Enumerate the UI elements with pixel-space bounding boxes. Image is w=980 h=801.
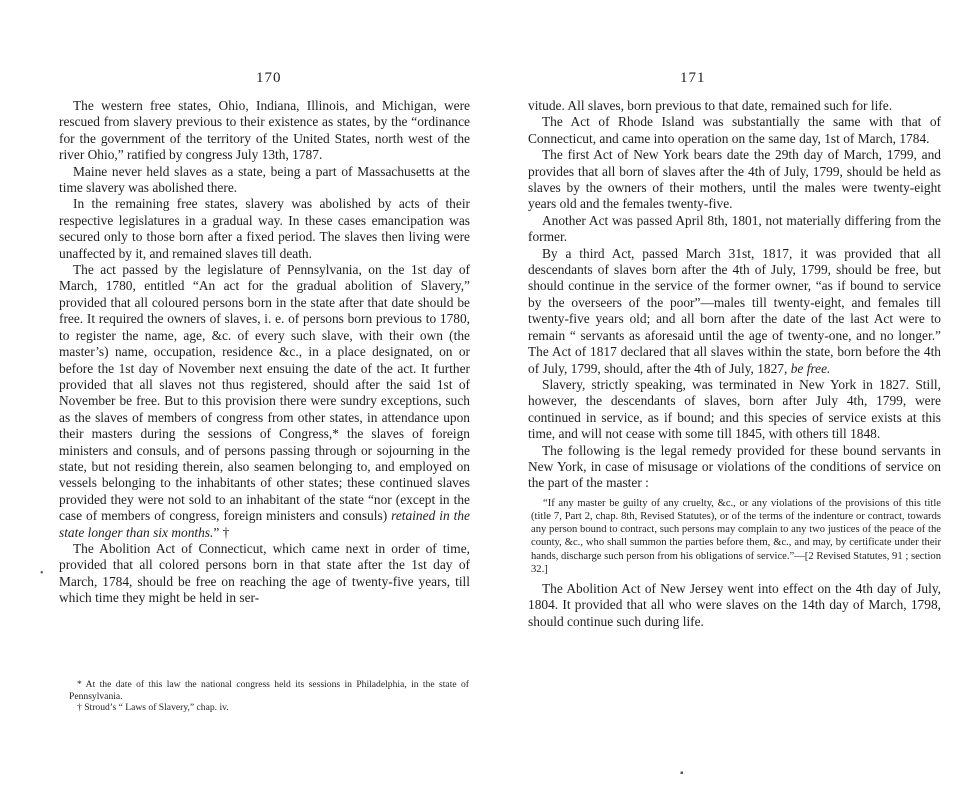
paragraph-another-act: Another Act was passed April 8th, 1801, not materially differing from the former. (528, 212, 941, 245)
pennsylvania-italic-text: retained in the state longer than six months. (59, 508, 470, 540)
paragraph-remaining-states: In the remaining free states, slavery was abolished by acts of their respective legislatures in a gradual way. In these cases emancipation was secured only to those born after a fixed period. The slaves then living were unaffected by it, and remained slaves till death. (59, 196, 470, 261)
right-text-column (528, 98, 941, 630)
paragraph-connecticut: The Abolition Act of Connecticut, which came next in order of time, provided that all colored persons born in that state after the 1st day of March, 1784, should be free on reaching the age of twenty-five years, till which time they might be held in ser- (59, 540, 470, 606)
pennsylvania-closing: ” † (213, 524, 230, 540)
paragraph-legal-remedy: The following is the legal remedy provided for these bound servants in New York, in case of misusage or violations of the conditions of service on the part of the master : (528, 442, 941, 491)
footnote-stroud: † Stroud’s “ Laws of Slavery,” chap. iv. (77, 702, 229, 714)
page-number-left: 170 (256, 70, 282, 86)
page-number-right: 171 (680, 70, 706, 86)
margin-mark: • (40, 568, 44, 579)
paragraph-maine: Maine never held slaves as a state, being a part of Massachusetts at the time slavery was abolished there. (59, 163, 470, 196)
right-page (490, 0, 980, 801)
bottom-mark: ▪ (680, 768, 684, 779)
paragraph-new-jersey: The Abolition Act of New Jersey went into effect on the 4th day of July, 1804. It provided that all who were slaves on the 14th day of March, 1798, should continue such during life. (528, 580, 941, 629)
paragraph-servitude-continued: vitude. All slaves, born previous to that date, remained such for life. (528, 98, 893, 113)
paragraph-rhode-island: The Act of Rhode Island was substantially the same with that of Connecticut, and came into operation on the same day, 1st of March, 1784. (528, 114, 941, 146)
footnote-philadelphia: * At the date of this law the national congress held its sessions in Philadelphia, in the state of Pennsylvania. (69, 679, 469, 702)
left-footnotes (69, 679, 469, 714)
paragraph-slavery-terminated: Slavery, strictly speaking, was terminated in New York in 1827. Still, however, the descendants of slaves, born after July 4th, 1799, were continued in service, as if bound; and this species of service exists at this time, and will not cease with some till 1845, with others till 1848. (528, 376, 941, 442)
statute-quote: “If any master be guilty of any cruelty, &c., or any violations of the provisions of this title (title 7, Part 2, chap. 8th, Revised Statutes), or of the terms of the indenture or contract, towards any person bound to contract, such persons may complain to any two justices of the peace of the county, &c., who shall summon the parties before them, &c., and may, by certificate under their hands, discharge such person from his obligations of service.”—[2 Revised Statutes, 91 ; section 32.] (531, 497, 941, 575)
paragraph-pennsylvania (59, 262, 470, 541)
third-act-italic-text: be free. (790, 360, 831, 376)
paragraph-western-states: The western free states, Ohio, Indiana, Illinois, and Michigan, were rescued from slavery previous to their existence as states, by the “ordinance for the government of the territory of the United States, north west of the river Ohio,” ratified by congress July 13th, 1787. (59, 98, 470, 163)
third-act-text: By a third Act, passed March 31st, 1817, it was provided that all descendants of slaves born after the 4th of July, 1799, should be free, but should continue in the service of the former owner, “as if bound to service by the overseers of the poor”—males till twenty-eight, and females till twenty-five years old; and all born after the date of the last Act were to remain “ servants as aforesaid until the age of twenty-one, and no longer.” The Act of 1817 declared that all slaves within the state, born before the 4th of July, 1799, should, after the 4th of July, 1827, (528, 245, 941, 376)
paragraph-new-york-first-act: The first Act of New York bears date the 29th day of March, 1799, and provides that all born of slaves after the 4th of July, 1799, should be held as slaves by the owners of their mothers, until the males were twenty-eight years old and the females twenty-five. (528, 147, 941, 212)
left-text-column (59, 98, 470, 607)
paragraph-third-act (528, 246, 941, 377)
pennsylvania-text: The act passed by the legislature of Pennsylvania, on the 1st day of March, 1780, entitled “An act for the gradual abolition of Slavery,” provided that all coloured persons born in the state after that date should be free. It required the owners of slaves, i. e. of persons born previous to 1780, to register the name, age, &c. of every such slave, with their own (the master’s) name, occupation, residence &c., in a place designated, on or before the 1st day of November next ensuing the date of the act. It further provided that all slaves not thus registered, should after the said 1st of November be free. But to this provision there were sundry exceptions, such as the slaves of members of congress from other states, in attendance upon their masters during the sessions of Congress,* the slaves of foreign ministers and consuls, and of persons passing through or sojourning in the state, but not residing therein, also seamen belonging to, and employed on vessels belonging to the inhabitants of other states; these continued slaves provided they were not sold to an inhabitant of the state “nor (except in the case of members of congress, foreign ministers and consuls) (59, 262, 470, 524)
